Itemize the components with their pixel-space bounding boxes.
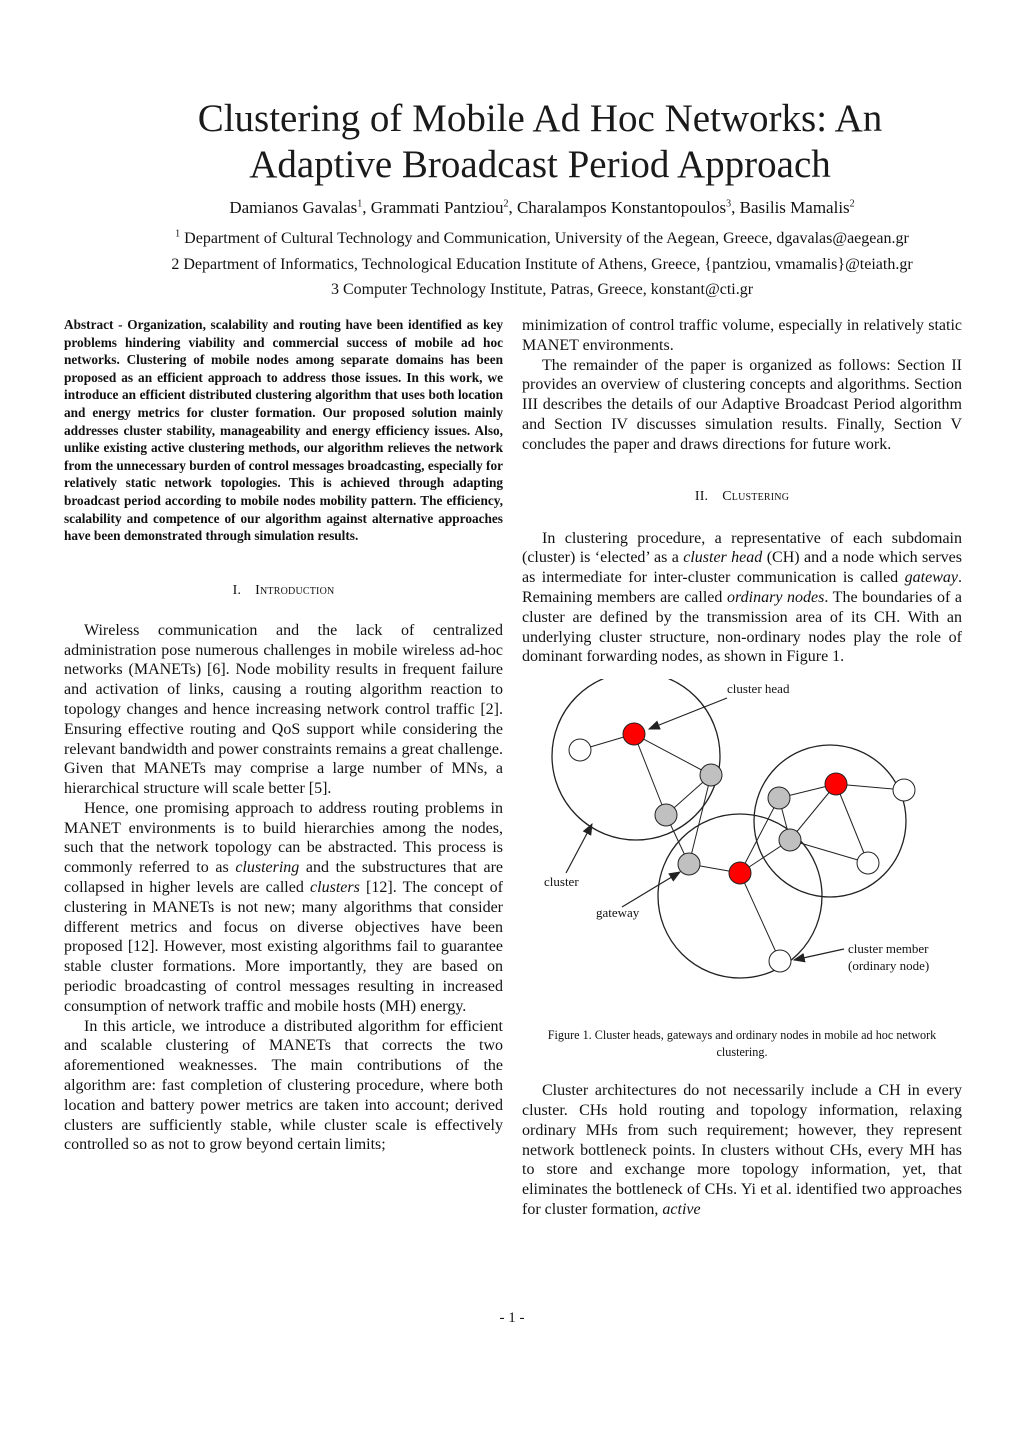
label-cluster: cluster	[544, 874, 579, 890]
link	[790, 840, 868, 863]
gateway-node	[768, 787, 790, 809]
abstract: Abstract - Organization, scalability and routing have been identified as key problems hindering viability and commercial success of mobile ad hoc networks. Clustering of mobile nodes among separate domains has been proposed as an efficient approach to address those issues. In this work, we introduce an efficient distributed clustering algorithm that uses both location and energy metrics for cluster formation. Our proposed solution mainly addresses cluster stability, manageability and energy efficiency issues. Also, unlike existing active clustering methods, our algorithm relieves the network from the unnecessary burden of control messages broadcasting, especially for relatively static network topologies. This is achieved through adapting broadcast period according to mobile nodes mobility pattern. The efficiency, scalability and competence of our algorithm against alternative approaches have been demonstrated through simulation results.	[64, 317, 503, 544]
cluster-boundary-right	[754, 745, 906, 897]
ordinary-node	[569, 739, 591, 761]
ordinary-node	[857, 852, 879, 874]
link	[689, 775, 711, 864]
author-affil-number: 3	[726, 198, 732, 210]
caption-line-1: Figure 1. Cluster heads, gateways and ordinary nodes in mobile ad hoc network	[547, 1028, 937, 1043]
label-ordinary-node: (ordinary node)	[848, 958, 930, 974]
affiliation-1	[60, 228, 1024, 250]
author-name: Charalampos Konstantopoulos	[516, 198, 727, 217]
gateway-node	[655, 804, 677, 826]
link	[836, 784, 868, 863]
affiliation-number: 1	[175, 228, 181, 240]
left-column	[64, 316, 503, 1155]
emphasis-gateway: gateway	[904, 569, 958, 587]
intro-continuation: minimization of control traffic volume, especially in relatively static MANET environments.	[522, 317, 962, 354]
ordinary-node	[893, 779, 915, 801]
intro-paragraph-3: In this article, we introduce a distributed algorithm for efficient and scalable clustering of MANETs that corrects the two aforementioned weaknesses. The main contributions of the algorithm are: fast completion of clustering procedure, where both location and battery power metrics are taken into account; derived clusters are sufficiently stable, while cluster scale is effectively controlled so as not to grow beyond certain limits;	[64, 1017, 503, 1154]
text-run: . Remaining members are called	[522, 569, 962, 606]
cluster-head-node	[825, 773, 847, 795]
text-run: (CH) and a node which serves as intermediate for inter-cluster communication is called	[522, 549, 963, 587]
figure-1	[522, 679, 962, 1011]
section-number: II.	[694, 488, 709, 504]
label-gateway: gateway	[596, 905, 640, 921]
figure-1-caption	[522, 1027, 962, 1061]
arrow-gateway	[622, 872, 680, 907]
gateway-node	[678, 853, 700, 875]
caption-line-2: clustering.	[716, 1045, 768, 1060]
author-affil-number: 2	[503, 198, 509, 210]
intro-paragraph-2	[64, 799, 503, 1017]
section-heading-clustering	[522, 489, 962, 505]
text-run: [12]. The concept of clustering in MANETs is not new; many algorithms that consider different metrics and focus on diverse objectives have been proposed [12]. However, most existing algorithms fail to guarantee stable cluster formations. More importantly, they are based on periodic broadcasting of control messages resulting in increased consumption of network traffic and mobile hosts (MH) energy.	[64, 879, 503, 1015]
ordinary-node	[769, 950, 791, 972]
section-number: I.	[232, 582, 242, 598]
emphasis-cluster-head: cluster head	[683, 549, 763, 567]
paper-title	[90, 96, 990, 188]
section-title: Introduction	[255, 582, 335, 598]
affiliation-2	[60, 254, 1024, 276]
text-run: and the substructures that are collapsed in higher levels are called	[64, 859, 504, 897]
section-heading-introduction	[64, 583, 503, 599]
text-run: Cluster architectures do not necessarily include a CH in every cluster. CHs hold routing and topology information, relaxing ordinary MHs from such requirement; however, they represent network bottleneck points. In clusters without CHs, every MH has to store and exchange more topology information, yet, that eliminates the bottleneck of CHs. Yi et al. identified two approaches for cluster formation,	[522, 1082, 962, 1218]
arrow-cluster	[566, 824, 592, 873]
gateway-node	[779, 829, 801, 851]
author-name: Basilis Mamalis	[739, 198, 850, 217]
page-number: - 1 -	[499, 1310, 525, 1326]
link	[634, 734, 711, 775]
label-cluster-head: cluster head	[727, 681, 790, 697]
section-title: Clustering	[722, 488, 790, 504]
clustering-paragraph-2	[522, 1081, 962, 1220]
emphasis-clusters: clusters	[310, 879, 360, 897]
network-links	[580, 734, 904, 961]
author-name: Grammati Pantziou	[370, 198, 504, 217]
label-cluster-member: cluster member	[848, 941, 929, 957]
right-column	[522, 316, 962, 1220]
cluster-head-node	[623, 723, 645, 745]
author-list: Damianos Gavalas$^1$, Grammati Pantziou$^2$, Charalampos Konstantopoulos$^3$, Basilis Mamalis$^2$	[229, 198, 855, 217]
affiliation-3	[60, 279, 1024, 301]
emphasis-active: active	[662, 1200, 701, 1218]
title-line-2: Adaptive Broadcast Period Approach	[249, 143, 831, 186]
link	[740, 798, 779, 873]
text-run: . The boundaries of a cluster are defined by the transmission area of its CH. With an underlying cluster structure, non-ordinary nodes play the role of dominant forwarding nodes, as shown in Figure 1.	[522, 588, 963, 666]
affiliation-number: 2	[171, 256, 180, 273]
emphasis-ordinary-nodes: ordinary nodes	[727, 588, 825, 606]
arrow-cluster-head	[649, 698, 727, 729]
affiliation-text: Department of Cultural Technology and Communication, University of the Aegean, Greece, dgavalas@aegean.gr	[184, 230, 909, 247]
title-line-1: Clustering of Mobile Ad Hoc Networks: An	[197, 97, 883, 140]
affiliation-text: Computer Technology Institute, Patras, Greece, konstant@cti.gr	[342, 281, 754, 298]
author-affil-number: 2	[849, 198, 855, 210]
text-run: In clustering procedure, a representative of each subdomain (cluster) is ‘elected’ as a	[522, 529, 962, 567]
affiliation-text: Department of Informatics, Technological Education Institute of Athens, Greece, {pantziou, vmamalis}@teiath.gr	[183, 256, 913, 273]
link	[740, 873, 780, 961]
paper-outline-paragraph: The remainder of the paper is organized as follows: Section II provides an overview of clustering concepts and algorithms. Section III describes the details of our Adaptive Broadcast Period algorithm and Section IV discusses simulation results. Finally, Section V concludes the paper and draws directions for future work.	[522, 356, 962, 453]
author-affil-number: 1	[357, 198, 363, 210]
cluster-head-node	[729, 862, 751, 884]
intro-paragraph-1: Wireless communication and the lack of centralized administration pose numerous challenges in mobile wireless ad-hoc networks (MANETs) [6]. Node mobility results in frequent failure and activation of links, causing a routing algorithm reaction to topology changes and hence increasing network control traffic [2]. Ensuring effective routing and QoS support while considering the relevant bandwidth and power constraints remains a great challenge. Given that MANETs may comprise a large number of MNs, a hierarchical structure will scale better [5].	[64, 621, 503, 798]
author-name: Damianos Gavalas	[229, 198, 358, 217]
gateway-node	[700, 764, 722, 786]
link	[634, 734, 666, 815]
clustering-paragraph-1	[522, 529, 962, 668]
affiliation-number: 3	[330, 281, 339, 298]
emphasis-clustering: clustering	[235, 859, 300, 877]
text-run: Hence, one promising approach to address routing problems in MANET environments is to build hierarchies among the nodes, such that the network topology can be abstracted. This process is commonly referred to as	[64, 799, 503, 877]
